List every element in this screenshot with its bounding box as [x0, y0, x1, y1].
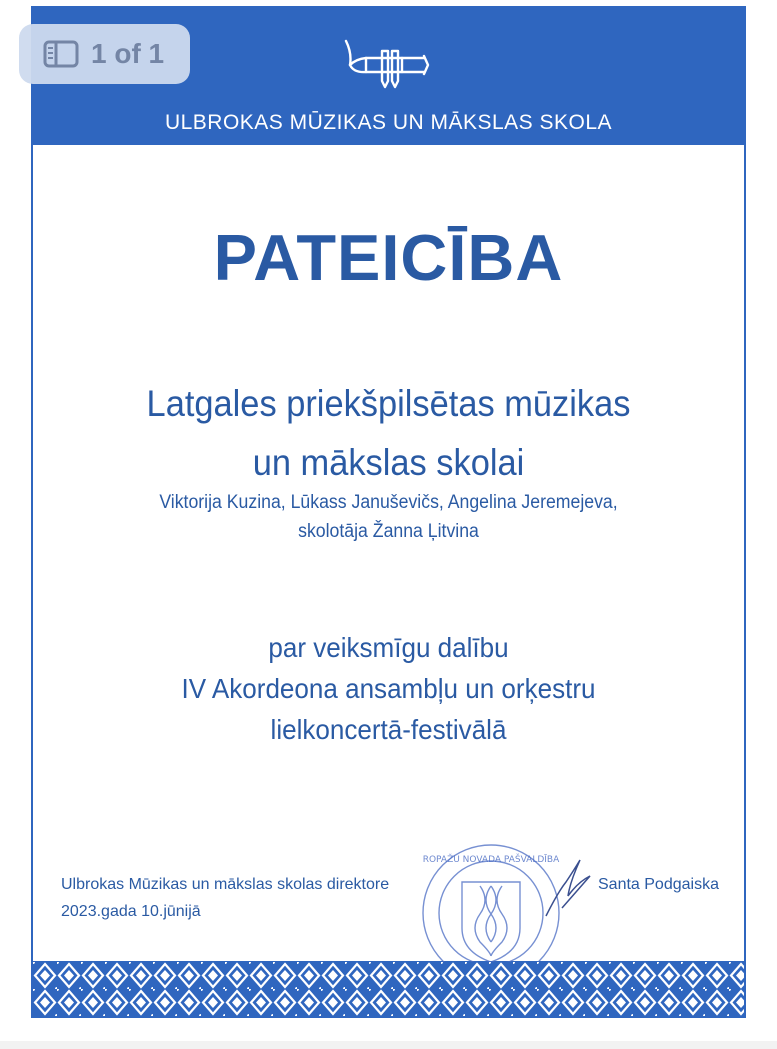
certificate-title: PATEICĪBA	[213, 221, 564, 294]
sidebar-icon	[43, 40, 79, 68]
reason-line-3: lielkoncertā-festivālā	[270, 714, 507, 745]
signatory-role: Ulbrokas Mūzikas un mākslas skolas direktore	[61, 876, 390, 893]
recipient-line-2: un mākslas skolai	[252, 442, 525, 483]
trumpet-logo-icon	[342, 35, 432, 95]
signature-icon	[540, 852, 600, 922]
signatory-name: Santa Podgaiska	[598, 876, 719, 893]
participants-line-1: Viktorija Kuzina, Lūkass Januševičs, Angelina Jeremejeva,	[159, 492, 618, 513]
viewer-bottom-edge	[0, 1041, 777, 1049]
certificate-date: 2023.gada 10.jūnijā	[61, 903, 201, 920]
page-indicator-badge[interactable]	[19, 24, 190, 84]
participants-line-2: skolotāja Žanna Ļitvina	[298, 521, 479, 542]
ornament-pattern	[33, 962, 744, 1016]
reason-line-1: par veiksmīgu dalību	[268, 632, 509, 663]
reason-line-2: IV Akordeona ansambļu un orķestru	[181, 673, 596, 704]
recipient-line-1: Latgales priekšpilsētas mūzikas	[146, 383, 631, 424]
svg-text:ROPAŽU NOVADA PAŠVALDĪBA: ROPAŽU NOVADA PAŠVALDĪBA	[422, 855, 560, 865]
page-indicator-label: 1 of 1	[91, 38, 165, 69]
school-header: ULBROKAS MŪZIKAS UN MĀKSLAS SKOLA	[164, 111, 613, 134]
